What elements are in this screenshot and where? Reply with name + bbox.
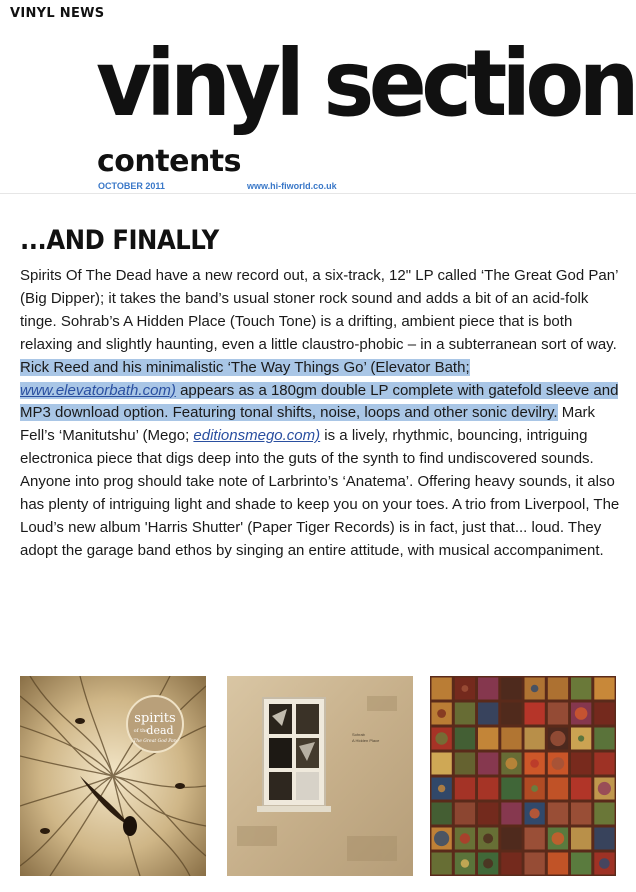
mosaic-tile xyxy=(501,778,521,800)
mosaic-tile xyxy=(548,678,568,700)
a-hidden-place-cover xyxy=(227,676,413,876)
mosaic-blob xyxy=(462,685,469,692)
spirits-cover-line2: dead xyxy=(146,724,174,737)
mosaic-tile xyxy=(548,703,568,725)
mosaic-blob xyxy=(578,735,584,741)
mosaic-tile xyxy=(525,703,545,725)
mosaic-blob xyxy=(434,831,449,846)
hidden-place-cover-artist: Sohrab xyxy=(352,732,365,737)
hidden-place-cover-art xyxy=(227,676,413,876)
mosaic-tile xyxy=(432,853,452,875)
mosaic-blob xyxy=(552,832,565,845)
mosaic-tile xyxy=(548,778,568,800)
mosaic-album-cover xyxy=(430,676,616,876)
mosaic-tile xyxy=(594,803,614,825)
mosaic-tile xyxy=(525,853,545,875)
issue-date: OCTOBER 2011 xyxy=(98,181,165,191)
mosaic-tile xyxy=(501,853,521,875)
mosaic-tile xyxy=(525,828,545,850)
mosaic-tile xyxy=(455,778,475,800)
mosaic-blob xyxy=(461,859,469,867)
mosaic-tile xyxy=(455,753,475,775)
mosaic-tile xyxy=(501,678,521,700)
mosaic-tile xyxy=(455,703,475,725)
mosaic-blob xyxy=(530,759,539,768)
mosaic-tile xyxy=(432,803,452,825)
mosaic-tile xyxy=(478,803,498,825)
mosaic-tile xyxy=(478,753,498,775)
mosaic-tile xyxy=(455,803,475,825)
hidden-place-cover-title: A Hidden Place xyxy=(352,738,380,743)
mosaic-tile xyxy=(501,703,521,725)
mosaic-tile xyxy=(594,703,614,725)
mosaic-blob xyxy=(575,707,588,720)
mosaic-cover-art xyxy=(430,676,616,876)
mosaic-tile xyxy=(432,678,452,700)
mosaic-blob xyxy=(483,859,493,869)
article-text-end: is a lively, rhythmic, bouncing, intriguing electronica piece that digs deep into the guts of the synth to find undiscovered sounds. Anyone into prog should take note of Larbrinto’s ‘Anatema’. Offering heavy sounds, it also has plenty of intriguing light and shade to keep you on your toes. A trio from Liverpool, The Loud’s new album 'Harris Shutter' (Paper Tiger Records) is in fact, just that... loud. They adopt the garage band ethos by singing an entire attitude, with musical accompaniment. xyxy=(20,427,620,559)
contents-title: contents xyxy=(97,144,241,179)
mosaic-tile xyxy=(548,853,568,875)
website-url[interactable]: www.hi-fiworld.co.uk xyxy=(247,181,337,191)
section-label: VINYL NEWS xyxy=(10,6,105,21)
elevatorbath-link[interactable]: www.elevatorbath.com) xyxy=(20,381,176,399)
spirits-cover-art xyxy=(20,676,206,876)
mosaic-tile xyxy=(571,678,591,700)
magazine-header xyxy=(0,0,636,194)
spirits-cover-sub: The Great God Pan xyxy=(133,739,177,744)
mosaic-blob xyxy=(550,731,565,746)
mosaic-blob xyxy=(483,834,493,844)
spirits-cover-line1: spirits xyxy=(134,711,176,726)
mosaic-tile xyxy=(594,828,614,850)
mosaic-blob xyxy=(506,758,518,770)
article-heading: ...AND FINALLY xyxy=(20,225,219,256)
section-title: vinyl section xyxy=(96,30,634,137)
mosaic-tile xyxy=(594,678,614,700)
mosaic-tile xyxy=(571,753,591,775)
article-text-intro: Spirits Of The Dead have a new record out, a six-track, 12" LP called ‘The Great God Pan’ (Big Dipper); it takes the band’s usual stoner rock sound and adds a bit of an acid-folk tinge. Sohrab’s A Hidden Place (Touch Tone) is a drifting, ambient piece that is both relaxing and slightly haunting, even a little claustro-phobic – in a subterranean sort of way. xyxy=(20,267,618,353)
mosaic-tile xyxy=(501,828,521,850)
mosaic-blob xyxy=(599,858,610,869)
mosaic-blob xyxy=(598,782,611,795)
mosaic-tile xyxy=(594,753,614,775)
mosaic-blob xyxy=(531,785,538,792)
mosaic-tile xyxy=(571,853,591,875)
mosaic-tile xyxy=(478,778,498,800)
highlighted-text-start: Rick Reed and his minimalistic ‘The Way Things Go’ (Elevator Bath; xyxy=(20,358,470,376)
mosaic-tile xyxy=(432,753,452,775)
mosaic-blob xyxy=(552,757,565,770)
mosaic-tile xyxy=(501,803,521,825)
mosaic-tile xyxy=(571,778,591,800)
mosaic-tile xyxy=(478,728,498,750)
mosaic-tile xyxy=(478,703,498,725)
mosaic-tile xyxy=(478,678,498,700)
mosaic-tile xyxy=(548,803,568,825)
mosaic-tile xyxy=(594,728,614,750)
spirits-cover-small: of the xyxy=(133,728,149,734)
article-body xyxy=(20,265,620,563)
mosaic-tile xyxy=(525,728,545,750)
mosaic-blob xyxy=(435,732,447,744)
article-text-mid: Mark Fell’s ‘Manitutshu’ (Mego; xyxy=(20,404,596,445)
mosaic-tile xyxy=(501,728,521,750)
mosaic-blob xyxy=(531,685,539,693)
mosaic-blob xyxy=(530,808,540,818)
mosaic-tile xyxy=(455,728,475,750)
spirits-of-the-dead-cover xyxy=(20,676,206,876)
mosaic-tile xyxy=(571,803,591,825)
editionsmego-link[interactable]: editionsmego.com) xyxy=(193,427,321,445)
mosaic-blob xyxy=(460,833,470,843)
mosaic-blob xyxy=(438,785,445,792)
mosaic-blob xyxy=(437,709,446,718)
mosaic-tile xyxy=(571,828,591,850)
highlighted-text-end: appears as a 180gm double LP complete with gatefold sleeve and MP3 download option. Featuring tonal shifts, noise, loops and other sonic devilry. xyxy=(20,381,619,422)
